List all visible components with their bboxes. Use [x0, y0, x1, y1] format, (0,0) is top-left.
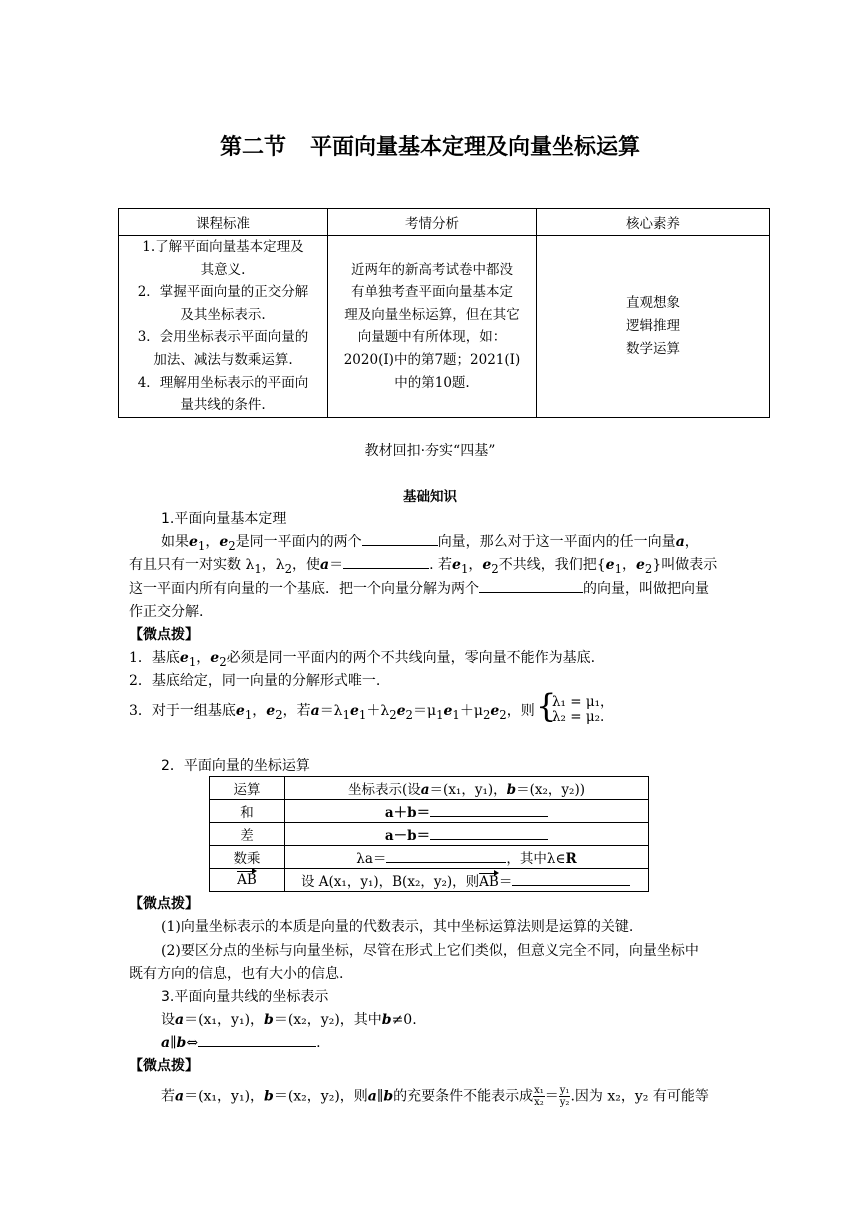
header-literacy: 核心素养 [537, 209, 770, 236]
tip1-line-3: 3．对于一组基底$e_1$，$e_2$，若$a=\lambda_1e_1+\lambda_2e_2=\mu_1e_1+\mu_2e_2$，则 [129, 703, 535, 722]
s1-line-4: 作正交分解. [129, 604, 204, 620]
cell-literacy [537, 236, 770, 418]
page-title [0, 130, 860, 161]
tip2-line-1: (1)向量坐标表示的本质是向量的代数表示，其中坐标运算法则是运算的关键. [161, 919, 634, 935]
coord-row-ab: AB 设 A(x₁，y₁)，B(x₂，y₂)，则AB＝ [210, 869, 649, 892]
s3-line-1: 设a＝(x₁，y₁)，b＝(x₂，y₂)，其中b≠0. [161, 1012, 417, 1028]
cell-analysis [328, 236, 537, 418]
blank-ab[interactable] [512, 871, 630, 886]
tip3-line: 若a＝(x₁，y₁)，b＝(x₂，y₂)，则a∥b的充要条件不能表示成 $\frac{\text{x₁}}{\text{x₂}}$ ＝ $\frac{\text{y₁}}{\text{y₂}}$ .因为 x₂，y₂ 有可能等 [161, 1085, 709, 1108]
coord-table [209, 776, 649, 892]
system-line-2: λ₂ = μ₂. [552, 709, 605, 725]
course-table-header [119, 209, 770, 236]
tip2-line-3: 既有方向的信息，也有大小的信息. [129, 966, 344, 982]
header-standards: 课程标准 [119, 209, 328, 236]
analysis-line: 理及向量坐标运算，但在其它 [344, 306, 520, 323]
coord-row-sum: 和 a＋b＝ [210, 800, 649, 823]
standards-line: 3．会用坐标表示平面向量的 [137, 329, 309, 346]
literacy-item: 直观想象 [626, 295, 680, 312]
standards-line: 1.了解平面向量基本定理及 [142, 239, 304, 255]
standards-line: 其意义. [200, 261, 246, 278]
s1-line-1: 如果$e_1$，$e_2$是同一平面内的两个 向量，那么对于这一平面内的任一向量a， [161, 531, 699, 553]
coord-table-header [210, 777, 649, 800]
vector-ab-label: AB [237, 872, 257, 888]
tip-label-3: 【微点拨】 [129, 1058, 199, 1074]
brace-icon: { [536, 687, 557, 725]
coord-header-op: 运算 [210, 777, 285, 800]
blank-perpendicular[interactable] [479, 578, 583, 593]
s3-line-2: a∥b⇔ . [161, 1032, 321, 1051]
standards-line: 及其坐标表示. [180, 306, 266, 323]
s3-heading: 3.平面向量共线的坐标表示 [161, 989, 329, 1005]
blank-scalar[interactable] [386, 848, 506, 863]
analysis-line: 2020(Ⅰ)中的第7题；2021(Ⅰ) [343, 351, 521, 368]
blank-decomposition[interactable] [343, 554, 429, 569]
section-banner: 教材回扣·夯实“四基” [364, 443, 496, 459]
tip2-line-2: (2)要区分点的坐标与向量坐标，尽管在形式上它们类似，但意义完全不同，向量坐标中 [161, 943, 699, 959]
tip1-line-2: 2．基底给定，同一向量的分解形式唯一. [129, 673, 381, 689]
standards-line: 2．掌握平面向量的正交分解 [137, 284, 309, 301]
title-text: 平面向量基本定理及向量坐标运算 [310, 135, 641, 160]
coord-row-scalar: 数乘 λa＝ ，其中λ∈R [210, 846, 649, 869]
coord-row-diff: 差 a－b＝ [210, 823, 649, 846]
coord-header-rep: 坐标表示(设a＝(x₁，y₁)，b＝(x₂，y₂)) [285, 777, 649, 800]
fraction-x: $\frac{\text{x₁}}{\text{x₂}}$ [534, 1085, 544, 1108]
course-table [118, 208, 770, 418]
analysis-line: 中的第10题. [394, 374, 470, 391]
s2-heading: 2．平面向量的坐标运算 [161, 758, 310, 774]
system-line-1: λ₁ = μ₁， [552, 694, 614, 710]
fraction-y: $\frac{\text{y₁}}{\text{y₂}}$ [559, 1085, 570, 1108]
blank-noncollinear[interactable] [362, 531, 438, 546]
standards-line: 4．理解用坐标表示的平面向 [137, 374, 309, 391]
tip-label-2: 【微点拨】 [129, 896, 199, 912]
header-analysis: 考情分析 [328, 209, 537, 236]
tip1-line-1: 1．基底$e_1$，$e_2$必须是同一平面内的两个不共线向量，零向量不能作为基底. [129, 650, 596, 669]
analysis-line: 近两年的新高考试卷中都没 [351, 261, 513, 278]
analysis-line: 有单独考查平面向量基本定 [351, 284, 513, 301]
blank-diff[interactable] [430, 825, 548, 840]
standards-line: 量共线的条件. [180, 397, 266, 414]
blank-sum[interactable] [430, 802, 548, 817]
cell-standards [119, 236, 328, 418]
literacy-item: 逻辑推理 [626, 318, 680, 335]
title-section-number: 第二节 [219, 135, 286, 160]
basics-heading: 基础知识 [403, 489, 457, 505]
analysis-line: 向量题中有所体现，如： [357, 329, 507, 346]
tip-label-1: 【微点拨】 [129, 627, 199, 643]
course-table-row [119, 236, 770, 418]
blank-collinear[interactable] [198, 1032, 316, 1047]
s1-line-2: 有且只有一对实数 $\lambda_1$，$\lambda_2$，使a＝ . 若$e_1$，$e_2$不共线，我们把{$e_1$，$e_2$}叫做表示 [129, 554, 717, 576]
s1-line-3: 这一平面内所有向量的一个基底．把一个向量分解为两个 的向量，叫做把向量 [129, 578, 709, 598]
s1-heading: 1.平面向量基本定理 [161, 511, 287, 527]
standards-line: 加法、减法与数乘运算. [153, 351, 293, 368]
literacy-item: 数学运算 [626, 340, 680, 357]
